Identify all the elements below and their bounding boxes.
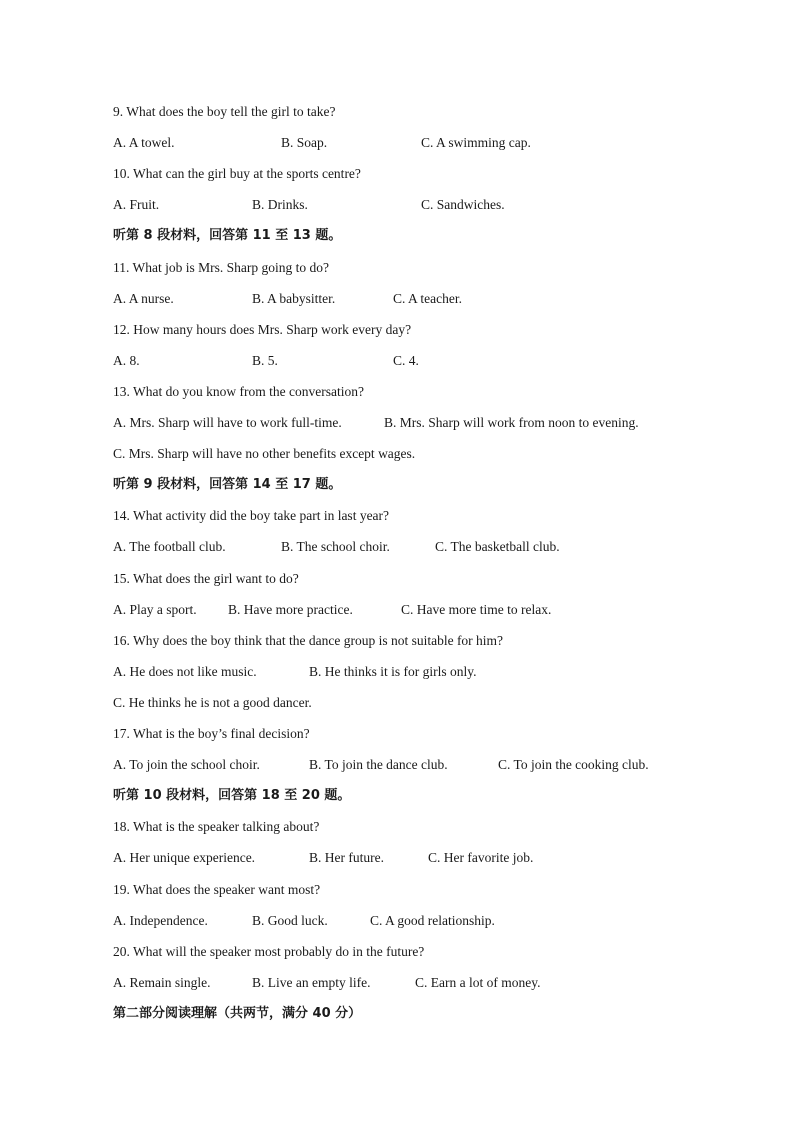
question-text: 18. What is the speaker talking about? (113, 819, 320, 834)
answer-option: C. Mrs. Sharp will have no other benefits except wages. (113, 446, 416, 461)
answer-option: A. Mrs. Sharp will have to work full-time. (113, 415, 342, 430)
answer-option: C. To join the cooking club. (498, 757, 649, 772)
answer-option: B. The school choir. (281, 539, 390, 554)
answer-option: A. Remain single. (113, 975, 211, 990)
answer-option: B. 5. (252, 353, 278, 368)
question-text: 16. Why does the boy think that the dance group is not suitable for him? (113, 633, 504, 648)
answer-option: C. Have more time to relax. (401, 602, 552, 617)
question-text: 12. How many hours does Mrs. Sharp work every day? (113, 322, 412, 337)
answer-option: A. Play a sport. (113, 602, 197, 617)
question-text: 10. What can the girl buy at the sports centre? (113, 166, 361, 181)
answer-option: C. 4. (393, 353, 419, 368)
answer-option: A. To join the school choir. (113, 757, 260, 772)
answer-option: A. Independence. (113, 913, 208, 928)
answer-option: C. Her favorite job. (428, 850, 534, 865)
question-text: 13. What do you know from the conversation? (113, 384, 364, 399)
answer-option: B. He thinks it is for girls only. (309, 664, 477, 679)
question-text: 19. What does the speaker want most? (113, 882, 321, 897)
answer-option: B. Soap. (281, 135, 328, 150)
answer-option: B. Good luck. (252, 913, 328, 928)
answer-option: C. A good relationship. (370, 913, 495, 928)
answer-option: A. The football club. (113, 539, 226, 554)
question-text: 11. What job is Mrs. Sharp going to do? (113, 260, 329, 275)
answer-option: A. A nurse. (113, 291, 174, 306)
answer-option: A. Fruit. (113, 197, 160, 212)
answer-option: B. Have more practice. (228, 602, 353, 617)
section-heading: 第二部分阅读理解（共两节，满分 40 分） (113, 1006, 362, 1021)
answer-option: B. Live an empty life. (252, 975, 371, 990)
question-text: 9. What does the boy tell the girl to take? (113, 104, 336, 119)
answer-option: C. Sandwiches. (421, 197, 505, 212)
answer-option: B. Her future. (309, 850, 384, 865)
answer-option: A. He does not like music. (113, 664, 257, 679)
answer-option: A. Her unique experience. (113, 850, 256, 865)
answer-option: A. A towel. (113, 135, 175, 150)
question-text: 15. What does the girl want to do? (113, 571, 299, 586)
answer-option: C. A swimming cap. (421, 135, 531, 150)
answer-option: B. Drinks. (252, 197, 308, 212)
answer-option: C. Earn a lot of money. (415, 975, 541, 990)
section-heading: 听第 9 段材料，回答第 14 至 17 题。 (113, 477, 342, 492)
answer-option: C. He thinks he is not a good dancer. (113, 695, 312, 710)
answer-option: B. A babysitter. (252, 291, 336, 306)
answer-option: B. Mrs. Sharp will work from noon to evening. (384, 415, 639, 430)
question-text: 17. What is the boy’s final decision? (113, 726, 310, 741)
answer-option: A. 8. (113, 353, 140, 368)
question-text: 20. What will the speaker most probably do in the future? (113, 944, 425, 959)
section-heading: 听第 8 段材料，回答第 11 至 13 题。 (113, 228, 342, 243)
answer-option: C. The basketball club. (435, 539, 560, 554)
answer-option: B. To join the dance club. (309, 757, 448, 772)
section-heading: 听第 10 段材料，回答第 18 至 20 题。 (113, 788, 351, 803)
question-text: 14. What activity did the boy take part in last year? (113, 508, 390, 523)
answer-option: C. A teacher. (393, 291, 462, 306)
